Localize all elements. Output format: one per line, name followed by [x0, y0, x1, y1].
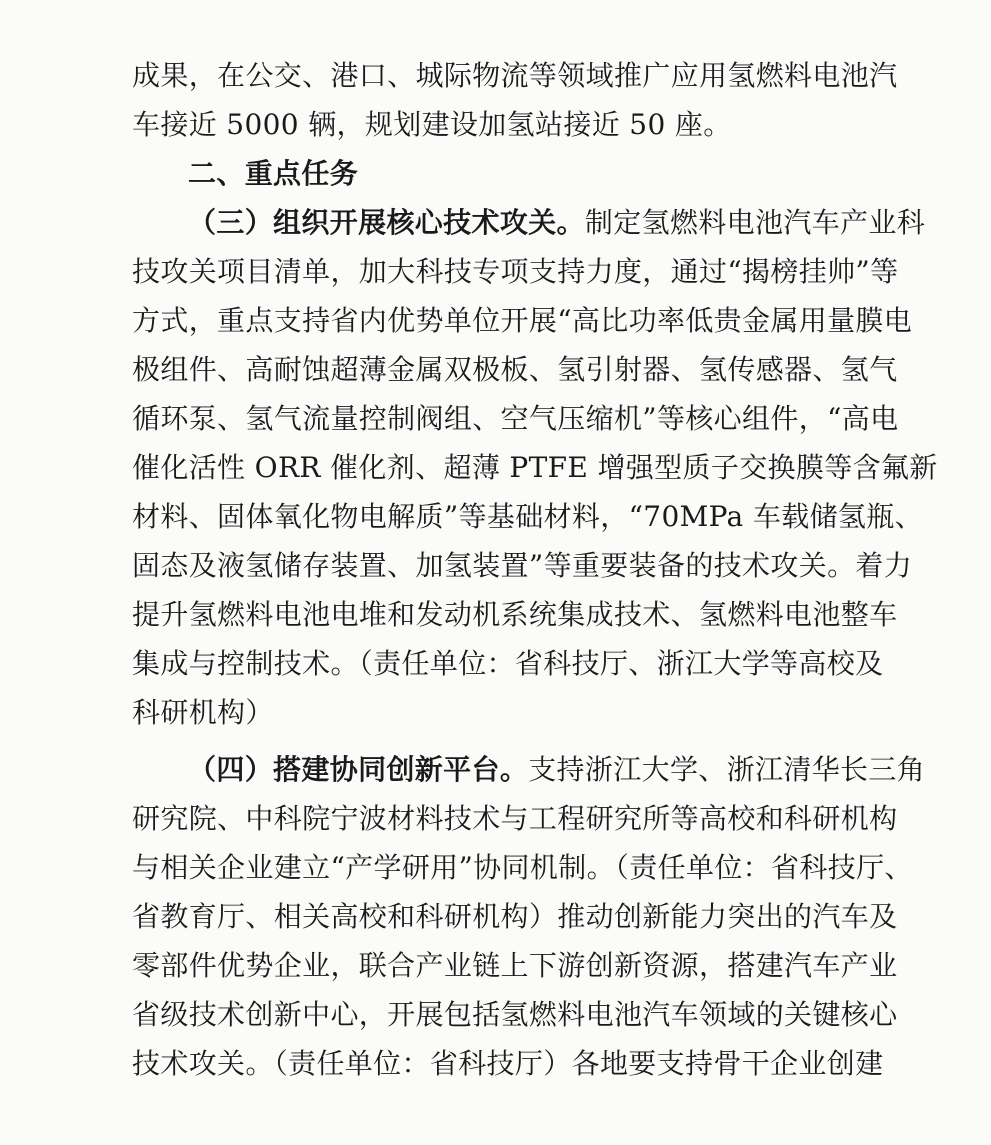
item3-line-6: 催化活性 ORR 催化剂、超薄 PTFE 增强型质子交换膜等含氟新 [132, 451, 938, 484]
item3-line-10: 集成与控制技术。（责任单位：省科技厅、浙江大学等高校及 [132, 647, 884, 680]
item3-heading: （三）组织开展核心技术攻关。 [188, 206, 585, 239]
section-heading: 二、重点任务 [188, 157, 359, 190]
item4-line-7: 技术攻关。（责任单位：省科技厅）各地要支持骨干企业创建 [132, 1047, 884, 1080]
item3-first-line [188, 203, 926, 243]
item4-heading: （四）搭建协同创新平台。 [188, 753, 529, 786]
item3-line-11: 科研机构） [132, 696, 274, 729]
item4-line-4: 省教育厅、相关高校和科研机构）推动创新能力突出的汽车及 [132, 900, 898, 933]
item3-line-3: 方式，重点支持省内优势单位开展“高比功率低贵金属用量膜电 [132, 304, 913, 337]
item4-line-3: 与相关企业建立“产学研用”协同机制。（责任单位：省科技厅、 [132, 851, 913, 884]
item4-line-2: 研究院、中科院宁波材料技术与工程研究所等高校和科研机构 [132, 802, 898, 835]
item3-line-9: 提升氢燃料电池电堆和发动机系统集成技术、氢燃料电池整车 [132, 598, 898, 631]
item3-line-8: 固态及液氢储存装置、加氢装置”等重要装备的技术攻关。着力 [132, 549, 913, 582]
item3-first-line-text: 制定氢燃料电池汽车产业科 [584, 206, 926, 239]
intro-line-2: 车接近 5000 辆，规划建设加氢站接近 50 座。 [132, 108, 732, 141]
item4-first-line-text: 支持浙江大学、浙江清华长三角 [528, 753, 926, 786]
item3-line-5: 循环泵、氢气流量控制阀组、空气压缩机”等核心组件，“高电 [132, 402, 899, 435]
item3-line-4: 极组件、高耐蚀超薄金属双极板、氢引射器、氢传感器、氢气 [132, 353, 898, 386]
item3-line-7: 材料、固体氧化物电解质”等基础材料，“70MPa 车载储氢瓶、 [132, 500, 923, 533]
item4-line-6: 省级技术创新中心，开展包括氢燃料电池汽车领域的关键核心 [132, 998, 898, 1031]
item4-line-5: 零部件优势企业，联合产业链上下游创新资源，搭建汽车产业 [132, 949, 898, 982]
intro-line-1: 成果，在公交、港口、城际物流等领域推广应用氢燃料电池汽 [132, 59, 898, 92]
item4-first-line [188, 750, 926, 790]
item3-line-2: 技攻关项目清单，加大科技专项支持力度，通过“揭榜挂帅”等 [132, 255, 899, 288]
